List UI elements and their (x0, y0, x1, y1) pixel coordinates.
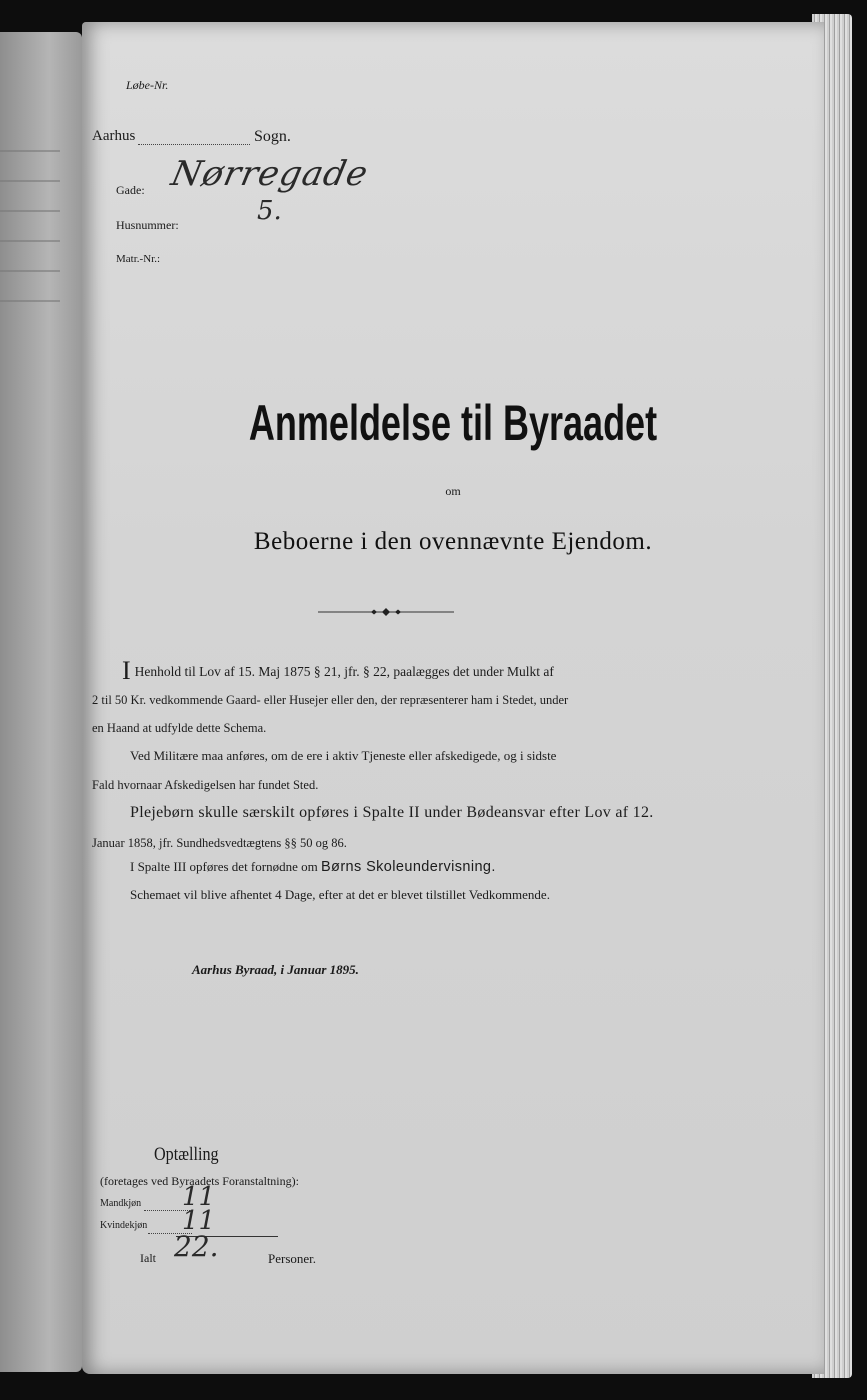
paragraph-1-line-2: 2 til 50 Kr. vedkommende Gaard- eller Husejer eller den, der repræsenterer ham i Stedet, under (92, 693, 569, 707)
facing-page-marks (0, 122, 70, 330)
drop-cap: I (122, 656, 131, 685)
paragraph-2-line-1: Ved Militære maa anføres, om de ere i aktiv Tjeneste eller afskedigede, og i sidste (130, 748, 557, 763)
paragraph-1-line-1 (122, 656, 554, 685)
personer-label: Personer. (268, 1251, 317, 1266)
paragraph-2-line-2: Fald hvornaar Afskedigelsen har fundet Sted. (92, 778, 319, 792)
paragraph-1-text: Henhold til Lov af 15. Maj 1875 § 21, jfr. § 22, paalægges det under Mulkt af (134, 664, 554, 679)
document-page (82, 22, 824, 1374)
paragraph-3-line-2: Januar 1858, jfr. Sundhedsvedtægtens §§ 50 og 86. (92, 836, 347, 850)
ornament-divider (318, 607, 454, 617)
mandkjon-value: 11 (182, 1182, 216, 1212)
gade-value: Nørregade (167, 154, 373, 194)
paragraph-5: Schemaet vil blive afhentet 4 Dage, efter at det er blevet tilstillet Vedkommende. (130, 887, 550, 902)
lobe-nr-label: Løbe-Nr. (126, 78, 169, 92)
paragraph-4-emphasis: Børns Skoleundervisning. (320, 859, 496, 875)
document-subtitle: Beboerne i den ovennævnte Ejendom. (253, 528, 653, 555)
title-connector: om (445, 484, 461, 498)
sogn-field (138, 128, 250, 145)
husnummer-value: 5. (257, 196, 282, 226)
facing-page (0, 32, 82, 1372)
husnummer-label: Husnummer: (116, 218, 179, 232)
sogn-label: Sogn. (254, 128, 291, 145)
paragraph-4 (130, 858, 496, 876)
ialt-label: Ialt (140, 1251, 156, 1265)
ialt-value: 22. (174, 1230, 219, 1263)
tally-note: (foretages ved Byraadets Foranstaltning): (100, 1174, 299, 1188)
signature-line: Aarhus Byraad, i Januar 1895. (192, 962, 359, 977)
kvindekjon-value: 11 (182, 1206, 216, 1236)
gade-label: Gade: (116, 183, 145, 197)
mandkjon-label: Mandkjøn (100, 1198, 142, 1209)
aarhus-label: Aarhus (92, 128, 136, 144)
paragraph-1-line-3: en Haand at udfylde dette Schema. (92, 721, 267, 735)
paragraph-4-text: I Spalte III opføres det fornødne om (130, 859, 318, 874)
paragraph-3-line-1: Plejebørn skulle særskilt opføres i Spalte II under Bødeansvar efter Lov af 12. (130, 804, 654, 821)
matr-nr-label: Matr.-Nr.: (116, 253, 160, 265)
tally-title: Optælling (154, 1144, 219, 1165)
kvindekjon-label: Kvindekjøn (100, 1220, 148, 1231)
document-title: Anmeldelse til Byraadet (248, 395, 658, 451)
